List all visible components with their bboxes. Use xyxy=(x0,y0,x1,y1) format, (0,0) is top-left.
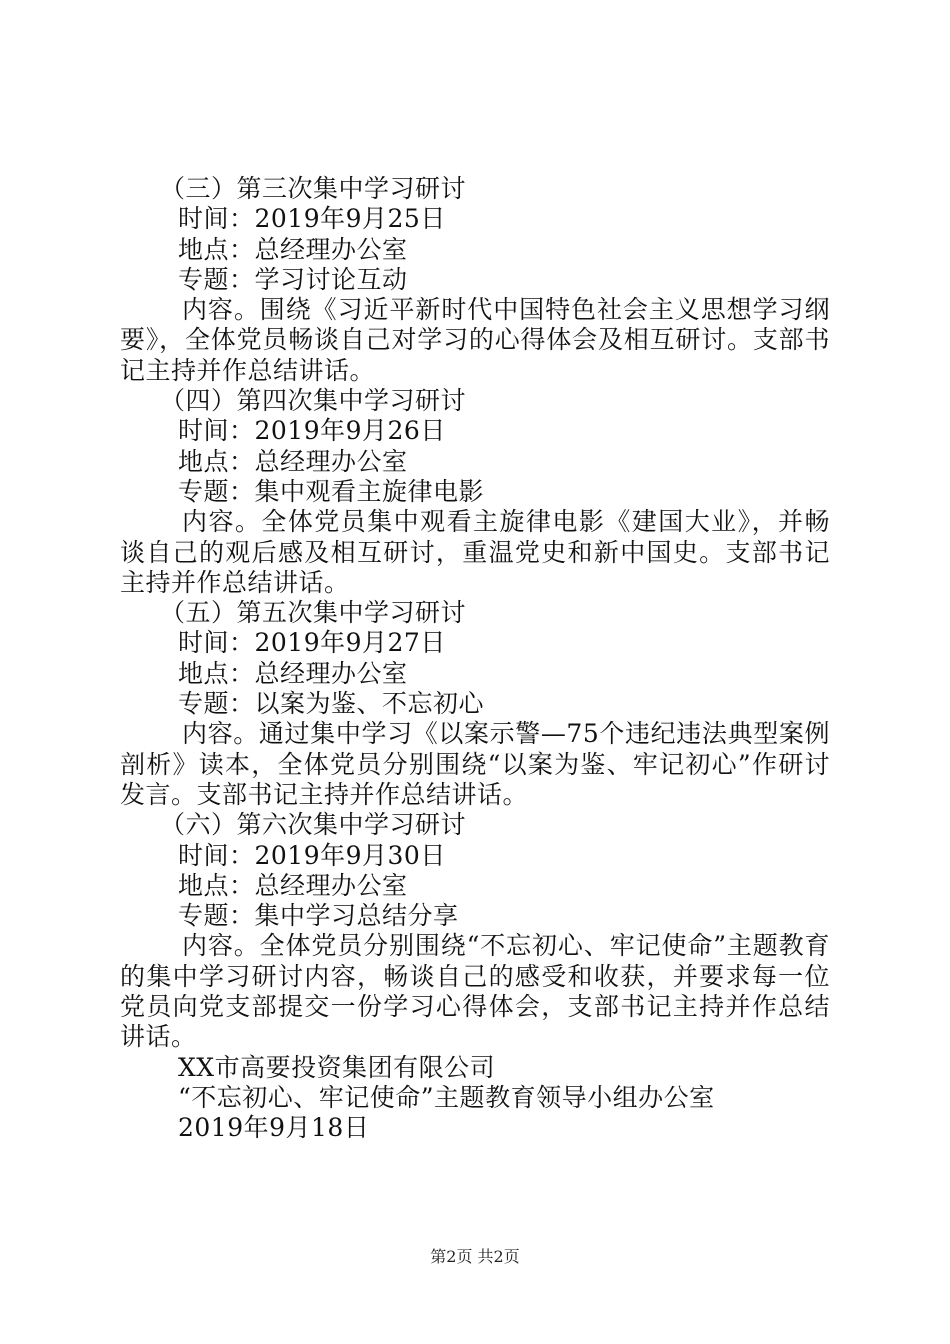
section-topic: 专题：集中学习总结分享 xyxy=(178,901,459,931)
section-time: 时间：2019年9月25日 xyxy=(178,204,446,234)
section-time: 时间：2019年9月27日 xyxy=(178,628,446,658)
section-heading: （五）第五次集中学习研讨 xyxy=(160,598,467,628)
signature-office: “不忘初心、牢记使命”主题教育领导小组办公室 xyxy=(178,1082,715,1112)
section-time: 时间：2019年9月30日 xyxy=(178,840,446,870)
section-time: 时间：2019年9月26日 xyxy=(178,416,446,446)
section-place: 地点：总经理办公室 xyxy=(178,234,408,264)
section-place: 地点：总经理办公室 xyxy=(178,870,408,900)
section-content: 内容。通过集中学习《以案示警—75个违纪违法典型案例剖析》读本，全体党员分别围绕“以案为鉴、牢记初心”作研讨发言。支部书记主持并作总结讲话。 xyxy=(120,719,830,809)
section-topic: 专题：以案为鉴、不忘初心 xyxy=(178,689,485,719)
section-topic: 专题：学习讨论互动 xyxy=(178,264,408,294)
document-body xyxy=(120,174,830,1144)
section-place: 地点：总经理办公室 xyxy=(178,658,408,688)
section-heading: （四）第四次集中学习研讨 xyxy=(160,386,467,416)
page-number-footer: 第2页 共2页 xyxy=(430,1247,520,1266)
section-content: 内容。全体党员分别围绕“不忘初心、牢记使命”主题教育的集中学习研讨内容，畅谈自己的感受和收获，并要求每一位党员向党支部提交一份学习心得体会，支部书记主持并作总结讲话。 xyxy=(120,931,830,1052)
section-place: 地点：总经理办公室 xyxy=(178,446,408,476)
section-heading: （三）第三次集中学习研讨 xyxy=(160,174,467,203)
signature-company: XX市高要投资集团有限公司 xyxy=(178,1052,496,1082)
signature-date: 2019年9月18日 xyxy=(178,1113,370,1143)
section-content: 内容。全体党员集中观看主旋律电影《建国大业》，并畅谈自己的观后感及相互研讨，重温党史和新中国史。支部书记主持并作总结讲话。 xyxy=(120,507,830,597)
section-heading: （六）第六次集中学习研讨 xyxy=(160,810,467,840)
section-content: 内容。围绕《习近平新时代中国特色社会主义思想学习纲要》，全体党员畅谈自己对学习的心得体会及相互研讨。支部书记主持并作总结讲话。 xyxy=(120,295,830,385)
section-topic: 专题：集中观看主旋律电影 xyxy=(178,476,485,506)
